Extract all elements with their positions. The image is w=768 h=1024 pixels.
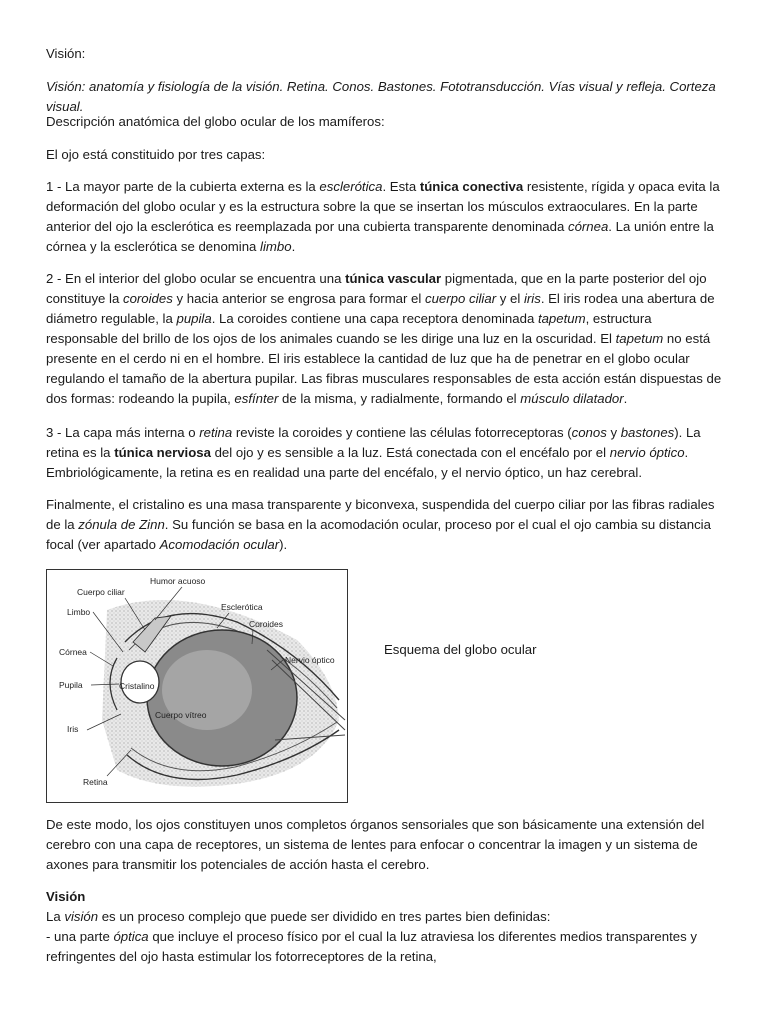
label-humor-acuoso: Humor acuoso [150, 576, 206, 586]
eye-diagram [46, 569, 348, 803]
label-pupila: Pupila [59, 680, 83, 690]
label-iris: Iris [67, 724, 79, 734]
vision-heading: Visión [46, 889, 86, 904]
label-esclerotica: Esclerótica [221, 602, 263, 612]
label-coroides: Coroides [249, 619, 284, 629]
paragraph-esclerotica: 1 - La mayor parte de la cubierta externa es la esclerótica. Esta túnica conectiva resistente, rígida y opaca evita la deformación del globo ocular y es la estructura sobre la que se insertan los músculos extraoculares. En la parte anterior del ojo la esclerótica es reemplazada por una cubierta transparente denominada córnea. La unión entre la córnea y la esclerótica se denomina limbo. [46, 179, 720, 254]
layers-intro: El ojo está constituido por tres capas: [46, 147, 266, 162]
label-nervio-optico: Nervio óptico [285, 655, 335, 665]
label-limbo: Limbo [67, 607, 91, 617]
paragraph-vision-intro: La visión es un proceso complejo que puede ser dividido en tres partes bien definidas: [46, 909, 551, 924]
paragraph-tunica-vascular: 2 - En el interior del globo ocular se encuentra una túnica vascular pigmentada, que en la parte posterior del ojo constituye la coroides y hacia anterior se engrosa para formar el cuerpo ciliar y el iris. El iris rodea una abertura de diámetro regulable, la pupila. La coroides contiene una capa receptora denominada tapetum, estructura responsable del brillo de los ojos de los animales cuando se les dirige una luz en la oscuridad. El tapetum no está presente en el cerdo ni en el hombre. El iris establece la cantidad de luz que ha de penetrar en el globo ocular regulando el tamaño de la abertura pupilar. Las fibras musculares responsables de esta acción están dispuestas de dos formas: rodeando la pupila, esfínter de la misma, y radialmente, formando el músculo dilatador. [46, 271, 722, 406]
doc-subtitle: Visión: anatomía y fisiología de la visión. Retina. Conos. Bastones. Fototransducción. Vías visual y refleja. Corteza visual. [46, 79, 716, 114]
paragraph-parte-optica: - una parte óptica que incluye el proceso físico por el cual la luz atraviesa los diferentes medios transparentes y refringentes del ojo hasta estimular los fotorreceptores de la retina, [46, 929, 697, 964]
paragraph-retina: 3 - La capa más interna o retina reviste la coroides y contiene las células fotorreceptoras (conos y bastones). La retina es la túnica nerviosa del ojo y es sensible a la luz. Está conectada con el encéfalo por el nervio óptico. Embriológicamente, la retina es en realidad una parte del encéfalo, y el nervio óptico, un haz cerebral. [46, 425, 701, 480]
description-heading: Descripción anatómica del globo ocular de los mamíferos: [46, 114, 385, 129]
label-cuerpo-vitreo: Cuerpo vítreo [155, 710, 207, 720]
label-cuerpo-ciliar: Cuerpo ciliar [77, 587, 125, 597]
label-retina: Retina [83, 777, 108, 787]
label-cristalino: Cristalino [119, 681, 155, 691]
paragraph-cristalino: Finalmente, el cristalino es una masa transparente y biconvexa, suspendida del cuerpo ciliar por las fibras radiales de la zónula de Zinn. Su función se basa en la acomodación ocular, proceso por el cual el ojo cambia su distancia focal (ver apartado Acomodación ocular). [46, 497, 715, 552]
figure-caption: Esquema del globo ocular [384, 642, 537, 657]
label-cornea: Córnea [59, 647, 87, 657]
doc-title: Visión: [46, 46, 86, 61]
paragraph-organos-sensoriales: De este modo, los ojos constituyen unos completos órganos sensoriales que son básicamente una extensión del cerebro con una capa de receptores, un sistema de lentes para enfocar o concentrar la imagen y un sistema de axones para transmitir los potenciales de acción hasta el cerebro. [46, 817, 705, 872]
